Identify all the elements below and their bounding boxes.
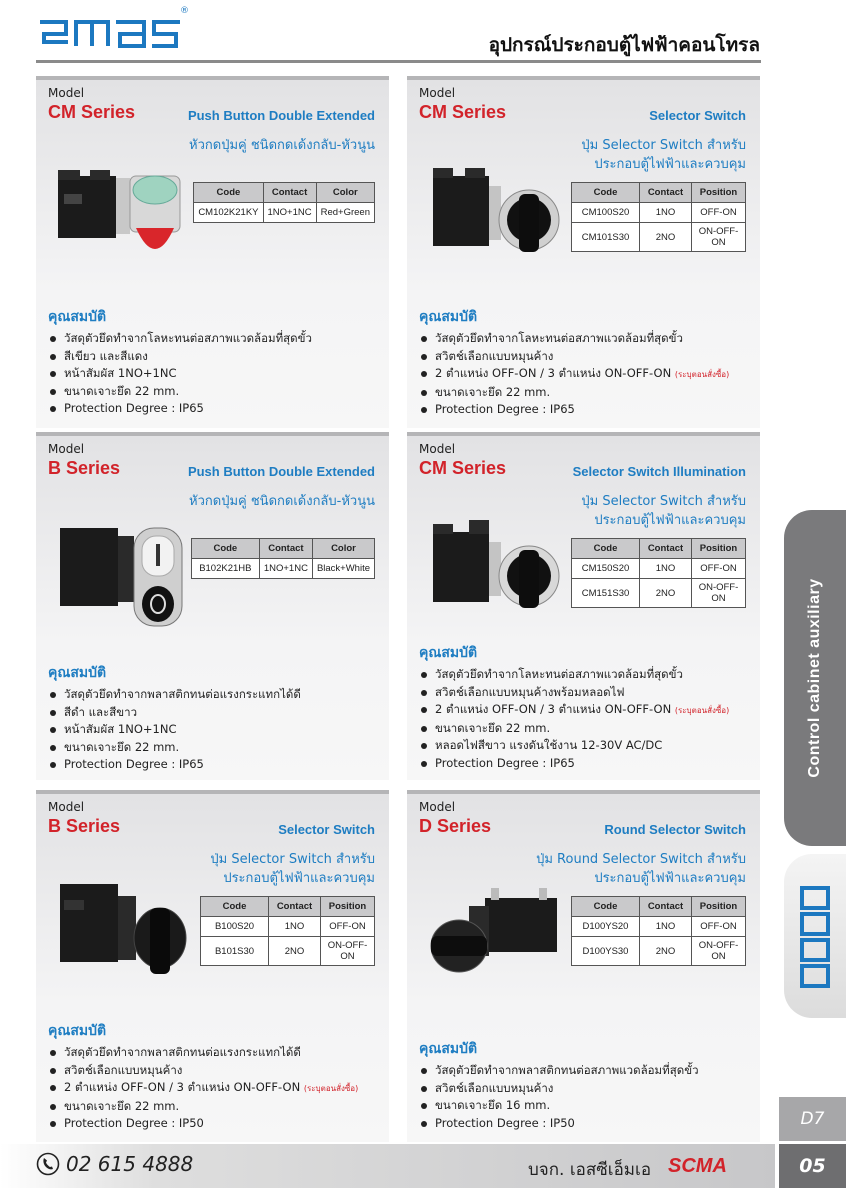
table-row — [191, 559, 374, 579]
model-label: Model — [419, 442, 456, 456]
column-header: Contact — [259, 539, 312, 559]
spec-table — [191, 538, 375, 579]
list-item: ขนาดเจาะยึด 22 mm. — [421, 384, 729, 402]
table-row — [572, 223, 746, 252]
table-cell: ON-OFF-ON — [321, 937, 375, 966]
features-heading: คุณสมบัติ — [48, 309, 107, 325]
table-row — [572, 579, 746, 608]
list-item: สีเขียว และสีแดง — [50, 348, 312, 366]
table-cell: D100YS20 — [572, 917, 640, 937]
table-row — [572, 917, 746, 937]
list-item: Protection Degree : IP65 — [421, 755, 729, 773]
product-photo-illuminated-selector — [421, 514, 566, 639]
list-item: วัสดุตัวยึดทำจากพลาสติกทนต่อแรงกระแทกได้ดี — [50, 1044, 358, 1062]
product-type: Push Button Double Extended — [187, 464, 375, 479]
product-type: Selector Switch Illumination — [572, 464, 746, 479]
table-cell: 1NO+1NC — [259, 559, 312, 579]
list-item: ขนาดเจาะยึด 22 mm. — [50, 383, 312, 401]
table-cell: Black+White — [312, 559, 374, 579]
table-cell: 1NO — [640, 559, 692, 579]
product-card-cm-selector — [407, 76, 760, 428]
list-item: วัสดุตัวยึดทำจากโลหะทนต่อสภาพแวดล้อมที่สุดขั้ว — [50, 330, 312, 348]
table-cell: CM151S30 — [572, 579, 640, 608]
list-item: Protection Degree : IP65 — [421, 401, 729, 419]
table-cell: CM100S20 — [572, 203, 640, 223]
table-row — [572, 203, 746, 223]
table-cell: CM101S30 — [572, 223, 640, 252]
list-item: สวิตช์เลือกแบบหมุนค้าง — [421, 348, 729, 366]
list-item: วัสดุตัวยึดทำจากพลาสติกทนต่อแรงกระแทกได้ดี — [50, 686, 301, 704]
product-card-b-push-button — [36, 432, 389, 780]
model-label: Model — [48, 800, 85, 814]
list-item: สวิตช์เลือกแบบหมุนค้าง — [421, 1080, 699, 1098]
product-type: Selector Switch — [649, 108, 746, 123]
list-item: สีดำ และสีขาว — [50, 704, 301, 722]
column-header: Position — [692, 539, 746, 559]
column-header: Code — [201, 897, 269, 917]
product-card-d-round-selector — [407, 790, 760, 1142]
table-cell: CM150S20 — [572, 559, 640, 579]
features-heading: คุณสมบัติ — [48, 1023, 107, 1039]
list-item: Protection Degree : IP65 — [50, 400, 312, 418]
table-row — [201, 917, 375, 937]
column-header: Position — [692, 897, 746, 917]
features-heading: คุณสมบัติ — [419, 645, 478, 661]
product-card-cm-selector-illumination — [407, 432, 760, 780]
spec-table — [571, 538, 746, 608]
table-cell: OFF-ON — [692, 917, 746, 937]
column-header: Position — [692, 183, 746, 203]
order-note: (ระบุตอนสั่งซื้อ) — [303, 1084, 359, 1093]
series-name: B Series — [48, 458, 121, 478]
table-cell: 1NO — [640, 203, 692, 223]
list-item: สวิตช์เลือกแบบหมุนค้างพร้อมหลอดไฟ — [421, 684, 729, 702]
page-number: 05 — [779, 1144, 846, 1188]
table-cell: Red+Green — [316, 203, 374, 223]
column-header: Code — [191, 539, 259, 559]
series-name: CM Series — [48, 102, 136, 122]
header-divider — [36, 60, 761, 63]
feature-list — [50, 686, 301, 774]
product-photo-round-selector — [421, 884, 566, 1009]
product-description: ปุ่ม Round Selector Switch สำหรับ ประกอบตู้ไฟฟ้าและควบคุม — [536, 852, 746, 886]
column-header: Contact — [269, 897, 321, 917]
table-row — [194, 203, 375, 223]
order-note: (ระบุตอนสั่งซื้อ) — [674, 706, 730, 715]
product-card-cm-push-button — [36, 76, 389, 428]
column-header: Contact — [640, 183, 692, 203]
list-item: ขนาดเจาะยึด 22 mm. — [50, 739, 301, 757]
feature-list — [50, 330, 312, 418]
product-type: Selector Switch — [278, 822, 375, 837]
list-item: Protection Degree : IP50 — [421, 1115, 699, 1133]
list-item: Protection Degree : IP65 — [50, 756, 301, 774]
series-name: CM Series — [419, 458, 507, 478]
series-name: D Series — [419, 816, 492, 836]
list-item: วัสดุตัวยึดทำจากพลาสติกทนต่อสภาพแวดล้อมที่สุดขั้ว — [421, 1062, 699, 1080]
features-heading: คุณสมบัติ — [419, 1041, 478, 1057]
feature-list — [421, 330, 729, 419]
list-item: ขนาดเจาะยึด 16 mm. — [421, 1097, 699, 1115]
list-item: หน้าสัมผัส 1NO+1NC — [50, 365, 312, 383]
list-item: วัสดุตัวยึดทำจากโลหะทนต่อสภาพแวดล้อมที่สุดขั้ว — [421, 330, 729, 348]
column-header: Color — [312, 539, 374, 559]
series-name: CM Series — [419, 102, 507, 122]
table-cell: OFF-ON — [692, 559, 746, 579]
column-header: Code — [194, 183, 263, 203]
model-label: Model — [48, 86, 85, 100]
svg-text:SCMA: SCMA — [668, 1155, 727, 1176]
table-cell: OFF-ON — [321, 917, 375, 937]
section-code: D7 — [779, 1097, 846, 1141]
features-heading: คุณสมบัติ — [48, 665, 107, 681]
list-item: หน้าสัมผัส 1NO+1NC — [50, 721, 301, 739]
model-label: Model — [48, 442, 85, 456]
table-cell: 2NO — [640, 579, 692, 608]
series-name: B Series — [48, 816, 121, 836]
spec-table — [571, 896, 746, 966]
table-cell: ON-OFF-ON — [692, 223, 746, 252]
product-description: ปุ่ม Selector Switch สำหรับ ประกอบตู้ไฟฟ้าและควบคุม — [210, 852, 375, 886]
column-header: Contact — [640, 897, 692, 917]
table-cell: D100YS30 — [572, 937, 640, 966]
list-item: ขนาดเจาะยึด 22 mm. — [50, 1098, 358, 1116]
table-cell: 2NO — [640, 937, 692, 966]
table-row — [572, 937, 746, 966]
column-header: Code — [572, 897, 640, 917]
feature-list — [50, 1044, 358, 1133]
product-card-b-selector — [36, 790, 389, 1142]
table-cell: ON-OFF-ON — [692, 579, 746, 608]
product-photo-selector-switch — [421, 158, 566, 283]
list-item: 2 ตำแหน่ง OFF-ON / 3 ตำแหน่ง ON-OFF-ON (ระบุตอนสั่งซื้อ) — [50, 1079, 358, 1098]
product-description: หัวกดปุ่มคู่ ชนิดกดเด้งกลับ-หัวนูน — [189, 138, 375, 153]
table-cell: OFF-ON — [692, 203, 746, 223]
table-cell: B100S20 — [201, 917, 269, 937]
column-header: Contact — [640, 539, 692, 559]
contact-phone: 02 615 4888 — [36, 1152, 193, 1176]
product-photo-selector-switch — [50, 872, 195, 997]
product-photo-double-push-button — [50, 158, 195, 283]
table-cell: 2NO — [269, 937, 321, 966]
table-cell: 2NO — [640, 223, 692, 252]
column-header: Position — [321, 897, 375, 917]
column-header: Code — [572, 183, 640, 203]
table-cell: B101S30 — [201, 937, 269, 966]
table-cell: 1NO — [269, 917, 321, 937]
list-item: วัสดุตัวยึดทำจากโลหะทนต่อสภาพแวดล้อมที่สุดขั้ว — [421, 666, 729, 684]
model-label: Model — [419, 86, 456, 100]
list-item: Protection Degree : IP50 — [50, 1115, 358, 1133]
scma-logo — [668, 1154, 748, 1176]
company-name: บจก. เอสซีเอ็มเอ — [528, 1160, 652, 1180]
feature-list — [421, 666, 729, 772]
table-cell: ON-OFF-ON — [692, 937, 746, 966]
product-description: หัวกดปุ่มคู่ ชนิดกดเด้งกลับ-หัวนูน — [189, 494, 375, 509]
column-header: Code — [572, 539, 640, 559]
product-description: ปุ่ม Selector Switch สำหรับ ประกอบตู้ไฟฟ้าและควบคุม — [581, 494, 746, 528]
features-heading: คุณสมบัติ — [419, 309, 478, 325]
table-cell: 1NO — [640, 917, 692, 937]
model-label: Model — [419, 800, 456, 814]
spec-table — [571, 182, 746, 252]
phone-icon — [36, 1152, 60, 1176]
product-type: Round Selector Switch — [604, 822, 746, 837]
product-description: ปุ่ม Selector Switch สำหรับ ประกอบตู้ไฟฟ้าและควบคุม — [581, 138, 746, 172]
side-brand-tab — [784, 854, 846, 1018]
section-tab-control-cabinet: Control cabinet auxiliary — [784, 510, 846, 846]
table-cell: B102K21HB — [191, 559, 259, 579]
list-item: 2 ตำแหน่ง OFF-ON / 3 ตำแหน่ง ON-OFF-ON (ระบุตอนสั่งซื้อ) — [421, 365, 729, 384]
registered-mark: ® — [180, 6, 189, 16]
order-note: (ระบุตอนสั่งซื้อ) — [674, 370, 730, 379]
product-photo-double-push-button — [50, 514, 195, 639]
table-cell: 1NO+1NC — [263, 203, 316, 223]
table-row — [201, 937, 375, 966]
list-item: 2 ตำแหน่ง OFF-ON / 3 ตำแหน่ง ON-OFF-ON (ระบุตอนสั่งซื้อ) — [421, 701, 729, 720]
table-row — [572, 559, 746, 579]
emas-logo — [36, 14, 184, 50]
list-item: สวิตช์เลือกแบบหมุนค้าง — [50, 1062, 358, 1080]
spec-table — [200, 896, 375, 966]
feature-list — [421, 1062, 699, 1132]
page-title: อุปกรณ์ประกอบตู้ไฟฟ้าคอนโทรล — [488, 34, 760, 56]
product-type: Push Button Double Extended — [187, 108, 375, 123]
table-cell: CM102K21KY — [194, 203, 263, 223]
column-header: Contact — [263, 183, 316, 203]
list-item: หลอดไฟสีขาว แรงดันใช้งาน 12-30V AC/DC — [421, 737, 729, 755]
list-item: ขนาดเจาะยึด 22 mm. — [421, 720, 729, 738]
emas-vertical-logo — [798, 884, 832, 988]
column-header: Color — [316, 183, 374, 203]
spec-table — [193, 182, 375, 223]
